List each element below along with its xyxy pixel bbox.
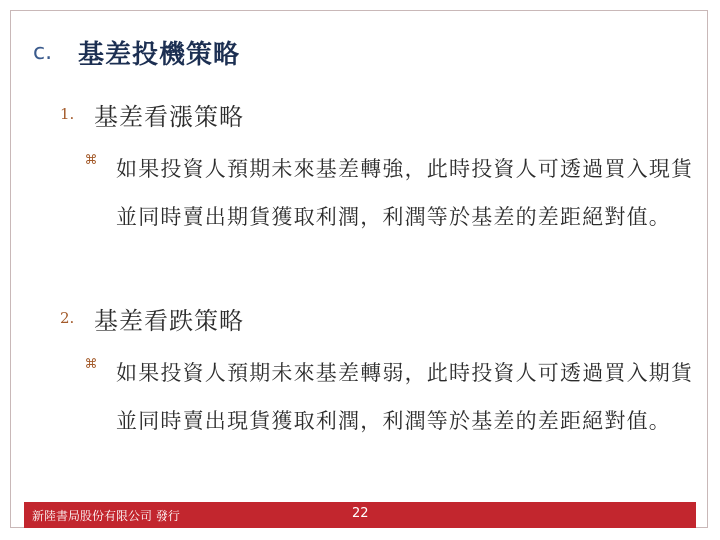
slide-title: 基差投機策略 bbox=[78, 39, 241, 70]
ornament-bullet-icon: ⌘ bbox=[84, 357, 98, 372]
footer-bar bbox=[24, 502, 696, 528]
page-number: 22 bbox=[352, 506, 369, 521]
ornament-bullet-icon: ⌘ bbox=[84, 153, 98, 168]
section-heading-1 bbox=[60, 98, 244, 130]
bullet-item-1 bbox=[84, 145, 694, 241]
section-heading-text: 基差看跌策略 bbox=[94, 306, 244, 335]
slide-border bbox=[10, 10, 708, 528]
section-number: 2. bbox=[60, 309, 75, 327]
title-marker: c. bbox=[33, 39, 53, 65]
section-number: 1. bbox=[60, 105, 75, 123]
section-heading-2 bbox=[60, 302, 244, 334]
bullet-item-2 bbox=[84, 349, 694, 445]
slide-title-row bbox=[33, 34, 240, 70]
section-heading-text: 基差看漲策略 bbox=[94, 102, 244, 131]
bullet-text: 如果投資人預期未來基差轉弱，此時投資人可透過買入期貨並同時賣出現貨獲取利潤，利潤等於基差的差距絕對值。 bbox=[116, 361, 694, 433]
bullet-text: 如果投資人預期未來基差轉強，此時投資人可透過買入現貨並同時賣出期貨獲取利潤，利潤等於基差的差距絕對值。 bbox=[116, 157, 694, 229]
footer-publisher: 新陸書局股份有限公司 發行 bbox=[32, 509, 180, 523]
